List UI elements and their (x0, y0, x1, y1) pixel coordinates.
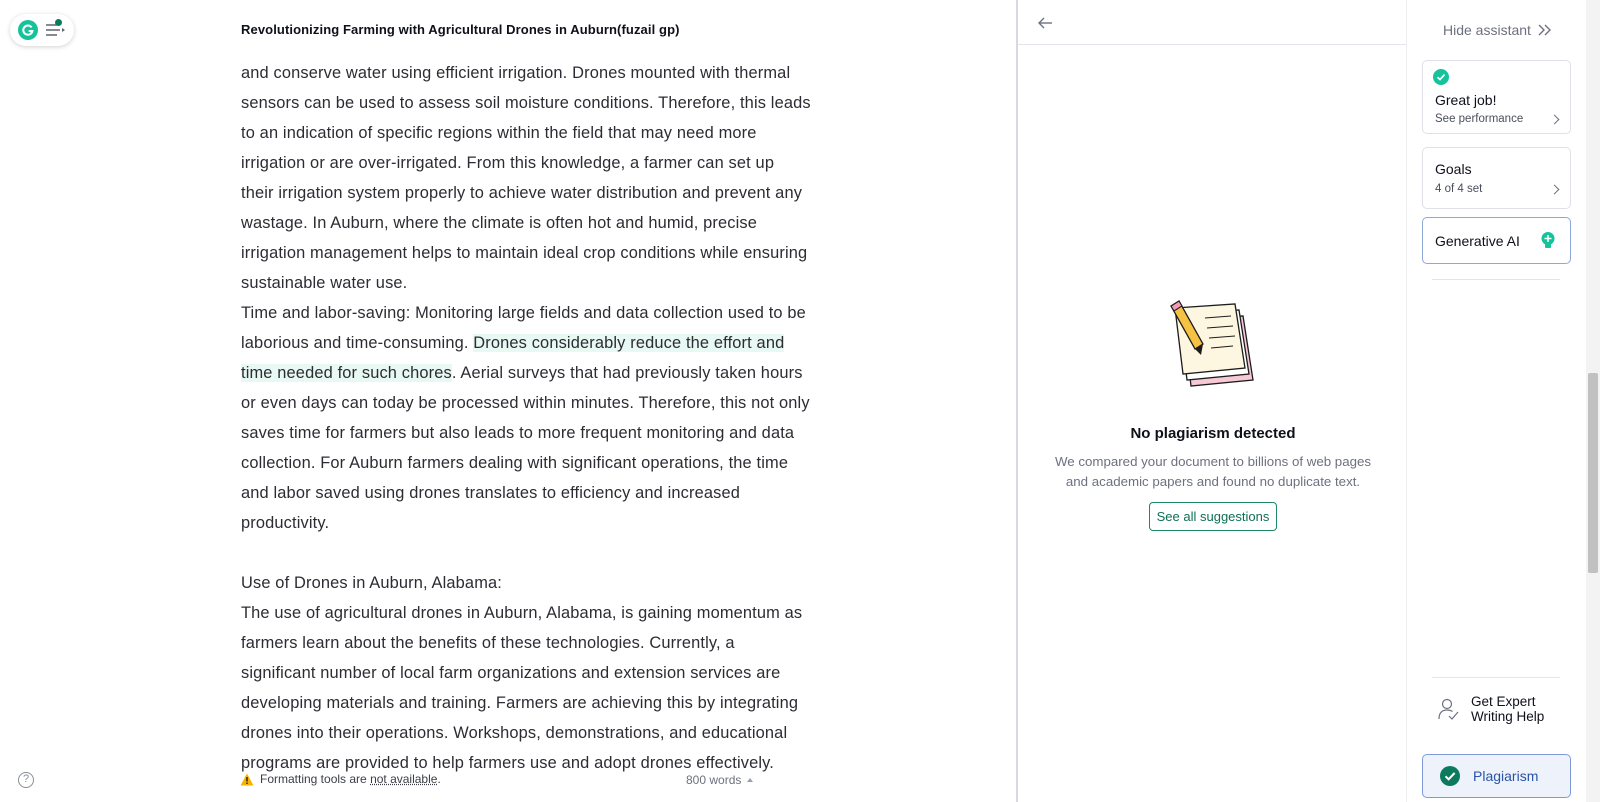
help-icon[interactable]: ? (18, 772, 34, 788)
plagiarism-check-icon (1440, 766, 1460, 786)
assistant-header (1018, 0, 1406, 45)
expert-help-button[interactable] (1437, 694, 1544, 724)
goals-status: 4 of 4 set (1435, 183, 1483, 195)
lightbulb-icon (1540, 231, 1556, 251)
chevron-right-icon (1550, 185, 1560, 195)
result-description: We compared your document to billions of web pages and academic papers and found no duplicate text. (1054, 454, 1372, 489)
paragraph-irrigation[interactable]: and conserve water using efficient irrigation. Drones mounted with thermal sensors can be used to assess soil moisture conditions. Therefore, this leads to an indication of specific regions within the field that may need more irrigation or are over-irrigated. From this knowledge, a farmer can set up their irrigation system properly to achieve water distribution and prevent any wastage. In Auburn, where the climate is often hot and humid, precise irrigation management helps to maintain ideal crop conditions while ensuring sustainable water use. (241, 64, 811, 292)
generative-ai-label: Generative AI (1435, 233, 1520, 249)
generative-ai-card[interactable] (1422, 217, 1571, 264)
word-count[interactable] (686, 773, 753, 787)
paragraph-auburn[interactable]: The use of agricultural drones in Auburn, Alabama, is gaining momentum as farmers learn about the benefits of these technologies. Currently, a significant number of local farm organizations and extension services are developing materials and training. Farmers are achieving this by integrating drones into their operations. Workshops, demonstrations, and educational programs are provided to help farmers use and adopt drones effectively. (241, 604, 803, 772)
plagiarism-label: Plagiarism (1473, 768, 1539, 784)
double-chevron-right-icon (1537, 23, 1553, 37)
word-count-label: 800 words (686, 773, 742, 787)
chevron-right-icon (1550, 115, 1560, 125)
warning-text: Formatting tools are not available. (260, 772, 441, 786)
check-circle-icon (1433, 69, 1449, 85)
scrollbar-thumb[interactable] (1588, 373, 1598, 573)
paragraph-text: . Aerial surveys that had previously taken hours or even days can today be processed within minutes. Therefore, this not only saves time for farmers but also leads to more frequent monitoring and data collection. For Auburn farmers dealing with significant operations, the time and labor saved using drones translates to efficiency and increased productivity. (241, 364, 810, 532)
highlighted-sentence[interactable]: Drones considerably reduce the effort and time needed for such chores (241, 334, 785, 382)
grammarly-logo-icon (18, 20, 38, 40)
right-sidebar (1406, 0, 1586, 802)
section-heading[interactable]: Use of Drones in Auburn, Alabama: (241, 574, 502, 592)
expert-person-icon (1437, 697, 1459, 721)
blank-line (241, 538, 811, 568)
goals-title: Goals (1435, 161, 1472, 177)
see-performance-link: See performance (1435, 113, 1524, 125)
assistant-pane (1016, 0, 1406, 802)
hide-assistant-button[interactable] (1443, 22, 1553, 38)
not-available-link[interactable]: not available (370, 772, 438, 786)
page-scrollbar[interactable] (1586, 0, 1600, 802)
divider (1432, 677, 1560, 678)
divider (1432, 279, 1560, 280)
caret-up-icon (747, 778, 753, 782)
paragraph-time-saving[interactable] (241, 298, 811, 538)
document-body[interactable] (241, 58, 811, 772)
warning-icon (240, 773, 254, 786)
document-title[interactable]: Revolutionizing Farming with Agricultural Drones in Auburn(fuzail gp) (241, 22, 680, 37)
plagiarism-result (1018, 300, 1408, 531)
goals-card[interactable] (1422, 147, 1571, 209)
result-title: No plagiarism detected (1130, 425, 1296, 442)
notification-dot (55, 19, 62, 26)
notepad-pencil-icon (1163, 300, 1263, 390)
grammarly-widget[interactable] (10, 14, 74, 46)
expert-help-label: Get Expert Writing Help (1471, 694, 1545, 724)
see-all-suggestions-button[interactable]: See all suggestions (1149, 502, 1278, 531)
hide-assistant-label: Hide assistant (1443, 22, 1531, 38)
menu-icon[interactable] (44, 21, 66, 39)
performance-card[interactable] (1422, 60, 1571, 134)
back-arrow-icon[interactable] (1036, 13, 1056, 33)
plagiarism-button[interactable] (1422, 754, 1571, 798)
paragraph-text: Time and labor-saving: Monitoring large fields and data collection used to be laborious and time-consuming. (241, 304, 806, 352)
formatting-warning (240, 772, 441, 786)
great-job-title: Great job! (1435, 92, 1497, 108)
